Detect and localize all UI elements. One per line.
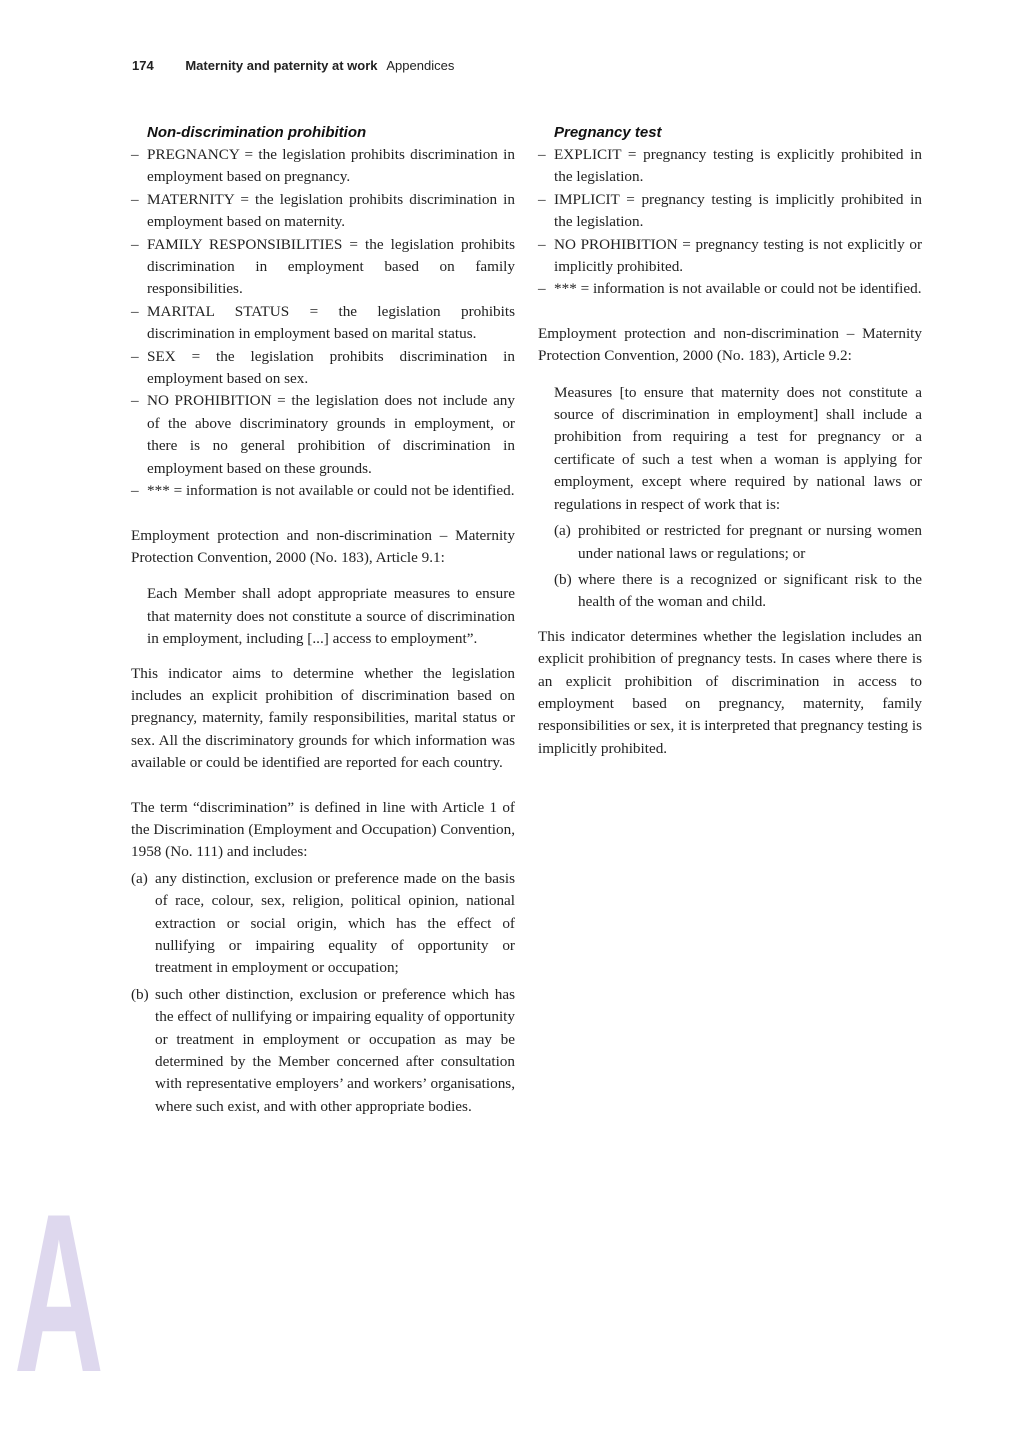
right-column bbox=[538, 122, 922, 760]
convention-reference: Employment protection and non-discrimination – Maternity Protection Convention, 2000 (No. 183), Article 9.2: bbox=[538, 324, 922, 365]
item-label: (a) bbox=[554, 522, 571, 540]
item-text: such other distinction, exclusion or preference which has the effect of nullifying or impairing equality of opportunity or treatment in employment or occupation as may be determined by the Member concerned after consultation with representative employers’ and workers’ organisations, where such exist, and with other appropriate bodies. bbox=[155, 985, 515, 1115]
nondiscrimination-heading: Non-discrimination prohibition bbox=[147, 124, 367, 141]
list-item: – *** = information is not available or could not be identified. bbox=[538, 278, 922, 300]
definition-intro: The term “discrimination” is defined in line with Article 1 of the Discrimination (Employment and Occupation) Convention, 1958 (No. 111) and includes: bbox=[131, 798, 515, 861]
list-item: – IMPLICIT = pregnancy testing is implicitly prohibited in the legislation. bbox=[538, 189, 922, 234]
quote-list bbox=[554, 520, 922, 614]
item-text: any distinction, exclusion or preference made on the basis of race, colour, sex, religion, political opinion, national extraction or social origin, which has the effect of nullifying or impairing equality of opportunity or treatment in employment or occupation; bbox=[155, 869, 515, 977]
item-text: where there is a recognized or significant risk to the health of the woman and child. bbox=[578, 570, 922, 611]
running-header bbox=[132, 58, 454, 73]
list-item bbox=[554, 520, 922, 565]
list-item bbox=[131, 868, 515, 980]
list-item bbox=[554, 569, 922, 614]
page-number: 174 bbox=[132, 58, 154, 73]
pregnancy-test-list bbox=[538, 144, 922, 301]
list-item: – *** = information is not available or could not be identified. bbox=[131, 480, 515, 502]
convention-quote: Measures [to ensure that maternity does not constitute a source of discrimination in employment] shall include a prohibition from requiring a test for pregnancy or a certificate of such a test when a woman is applying for employment, except where required by national laws or regulations in respect of work that is: bbox=[554, 383, 922, 513]
list-item: – MARITAL STATUS = the legislation prohibits discrimination in employment based on marital status. bbox=[131, 301, 515, 346]
pregnancy-test-heading: Pregnancy test bbox=[554, 124, 662, 141]
appendix-marker: A bbox=[14, 1166, 104, 1419]
list-item: – SEX = the legislation prohibits discrimination in employment based on sex. bbox=[131, 346, 515, 391]
list-item: – PREGNANCY = the legislation prohibits discrimination in employment based on pregnancy. bbox=[131, 144, 515, 189]
indicator-description: This indicator determines whether the legislation includes an explicit prohibition of pregnancy tests. In cases where there is an explicit prohibition of discrimination in access to employment based on pregnancy, maternity, family responsibilities or sex, it is interpreted that pregnancy testing is implicitly prohibited. bbox=[538, 627, 922, 757]
list-item: – MATERNITY = the legislation prohibits discrimination in employment based on maternity. bbox=[131, 189, 515, 234]
list-item bbox=[131, 984, 515, 1118]
item-label: (a) bbox=[131, 869, 148, 887]
list-item: – NO PROHIBITION = the legislation does not include any of the above discriminatory grounds in employment, or there is no general prohibition of discrimination in employment based on these grounds. bbox=[131, 390, 515, 480]
section-name: Appendices bbox=[386, 58, 455, 73]
nondiscrimination-list bbox=[131, 144, 515, 503]
item-label: (b) bbox=[131, 985, 149, 1003]
left-column bbox=[131, 122, 515, 1122]
item-text: prohibited or restricted for pregnant or nursing women under national laws or regulations; or bbox=[578, 522, 922, 562]
list-item: – EXPLICIT = pregnancy testing is explicitly prohibited in the legislation. bbox=[538, 144, 922, 189]
item-label: (b) bbox=[554, 570, 572, 588]
convention-quote: Each Member shall adopt appropriate measures to ensure that maternity does not constitute a source of discrimination in employment, including [...] access to employment”. bbox=[147, 585, 515, 648]
definition-list bbox=[131, 868, 515, 1118]
book-title: Maternity and paternity at work bbox=[185, 58, 378, 73]
list-item: – NO PROHIBITION = pregnancy testing is not explicitly or implicitly prohibited. bbox=[538, 234, 922, 279]
indicator-description: This indicator aims to determine whether the legislation includes an explicit prohibition of discrimination based on pregnancy, maternity, family responsibilities, marital status or sex. All the discriminatory grounds for which information was available or could be identified are reported for each country. bbox=[131, 664, 515, 772]
convention-quote-block bbox=[554, 382, 922, 614]
list-item: – FAMILY RESPONSIBILITIES = the legislation prohibits discrimination in employment based on family responsibilities. bbox=[131, 234, 515, 301]
convention-reference: Employment protection and non-discrimination – Maternity Protection Convention, 2000 (No. 183), Article 9.1: bbox=[131, 526, 515, 566]
